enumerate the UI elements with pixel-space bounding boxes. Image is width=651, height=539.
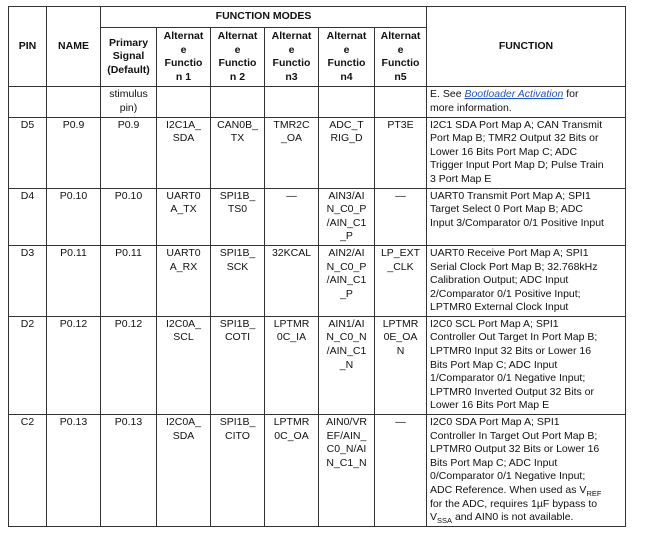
alt3-cell: LPTMR 0C_OA [265, 415, 319, 527]
alt1-cell: UART0 A_RX [157, 245, 211, 316]
alt-function-2-header: Alternat e Functio n 2 [211, 28, 265, 87]
alt4-cell: ADC_T RIG_D [319, 117, 375, 188]
pin-function-table [8, 6, 626, 527]
name-cell: P0.12 [47, 316, 101, 414]
alt3-cell: LPTMR 0C_IA [265, 316, 319, 414]
primary-signal-header: Primary Signal (Default) [101, 28, 157, 87]
function-cell: I2C0 SDA Port Map A; SPI1 Controller In Target Out Port Map B; LPTMR0 Output 32 Bits or Lower 16 Bits Port Map C; ADC Input 0/Comparator 0/1 Negative Input; ADC Reference. When used as $V_{REF}$ for the ADC, requires 1µF bypass to $V_{SSA}$ and AIN0 is not available. [427, 415, 626, 527]
primary-cell: P0.12 [101, 316, 157, 414]
alt4-cell: AIN3/AI N_C0_P /AIN_C1 _P [319, 188, 375, 245]
alt3-cell: TMR2C _OA [265, 117, 319, 188]
name-cell: P0.11 [47, 245, 101, 316]
primary-cell: stimulus pin) [101, 87, 157, 117]
primary-cell: P0.9 [101, 117, 157, 188]
pin-cell: C2 [9, 415, 47, 527]
alt4-cell: AIN0/VR EF/AIN_ C0_N/AI N_C1_N [319, 415, 375, 527]
function-modes-header: FUNCTION MODES [101, 7, 427, 28]
pin-cell: D2 [9, 316, 47, 414]
alt2-cell: CAN0B_ TX [211, 117, 265, 188]
alt-function-5-header: Alternat e Functio n5 [375, 28, 427, 87]
name-cell: P0.13 [47, 415, 101, 527]
pin-cell: D5 [9, 117, 47, 188]
alt5-cell: PT3E [375, 117, 427, 188]
table-row [9, 188, 626, 245]
table-row [9, 415, 626, 527]
alt1-cell: I2C0A_ SCL [157, 316, 211, 414]
alt1-cell: I2C0A_ SDA [157, 415, 211, 527]
alt3-cell: 32KCAL [265, 245, 319, 316]
name-cell: P0.10 [47, 188, 101, 245]
alt-function-1-header: Alternat e Functio n 1 [157, 28, 211, 87]
table-row [9, 245, 626, 316]
alt5-cell: — [375, 415, 427, 527]
table-row [9, 316, 626, 414]
alt1-cell: UART0 A_TX [157, 188, 211, 245]
bootloader-activation-link[interactable]: Bootloader Activation [464, 88, 564, 101]
alt4-cell: AIN2/AI N_C0_P /AIN_C1 _P [319, 245, 375, 316]
primary-cell: P0.11 [101, 245, 157, 316]
function-cell: E. See Bootloader Activation for more information. [427, 87, 626, 117]
alt5-cell: LPTMR 0E_OA N [375, 316, 427, 414]
continuation-row [9, 87, 626, 117]
alt2-cell: SPI1B_ CITO [211, 415, 265, 527]
pin-header: PIN [9, 7, 47, 87]
function-cell: UART0 Receive Port Map A; SPI1 Serial Clock Port Map B; 32.768kHz Calibration Output; ADC Input 2/Comparator 0/1 Positive Input; LPTMR0 External Clock Input [427, 245, 626, 316]
alt5-cell: — [375, 188, 427, 245]
primary-cell: P0.13 [101, 415, 157, 527]
function-header: FUNCTION [427, 7, 626, 87]
alt2-cell: SPI1B_ COTI [211, 316, 265, 414]
alt2-cell: SPI1B_ TS0 [211, 188, 265, 245]
primary-cell: P0.10 [101, 188, 157, 245]
table-row [9, 117, 626, 188]
alt1-cell: I2C1A_ SDA [157, 117, 211, 188]
alt5-cell: LP_EXT _CLK [375, 245, 427, 316]
function-cell: I2C0 SCL Port Map A; SPI1 Controller Out Target In Port Map B; LPTMR0 Input 32 Bits or Lower 16 Bits Port Map C; ADC Input 1/Comparator 0/1 Negative Input; LPTMR0 Inverted Output 32 Bits or Lower 16 Bits Port Map E [427, 316, 626, 414]
alt3-cell: — [265, 188, 319, 245]
alt2-cell: SPI1B_ SCK [211, 245, 265, 316]
alt-function-3-header: Alternat e Functio n3 [265, 28, 319, 87]
pin-cell: D3 [9, 245, 47, 316]
function-cell: I2C1 SDA Port Map A; CAN Transmit Port Map B; TMR2 Output 32 Bits or Lower 16 Bits Port Map C; ADC Trigger Input Port Map D; Pulse Train 3 Port Map E [427, 117, 626, 188]
name-header: NAME [47, 7, 101, 87]
function-cell: UART0 Transmit Port Map A; SPI1 Target Select 0 Port Map B; ADC Input 3/Comparator 0/1 Positive Input [427, 188, 626, 245]
alt-function-4-header: Alternat e Functio n4 [319, 28, 375, 87]
name-cell: P0.9 [47, 117, 101, 188]
alt4-cell: AIN1/AI N_C0_N /AIN_C1 _N [319, 316, 375, 414]
pin-cell: D4 [9, 188, 47, 245]
